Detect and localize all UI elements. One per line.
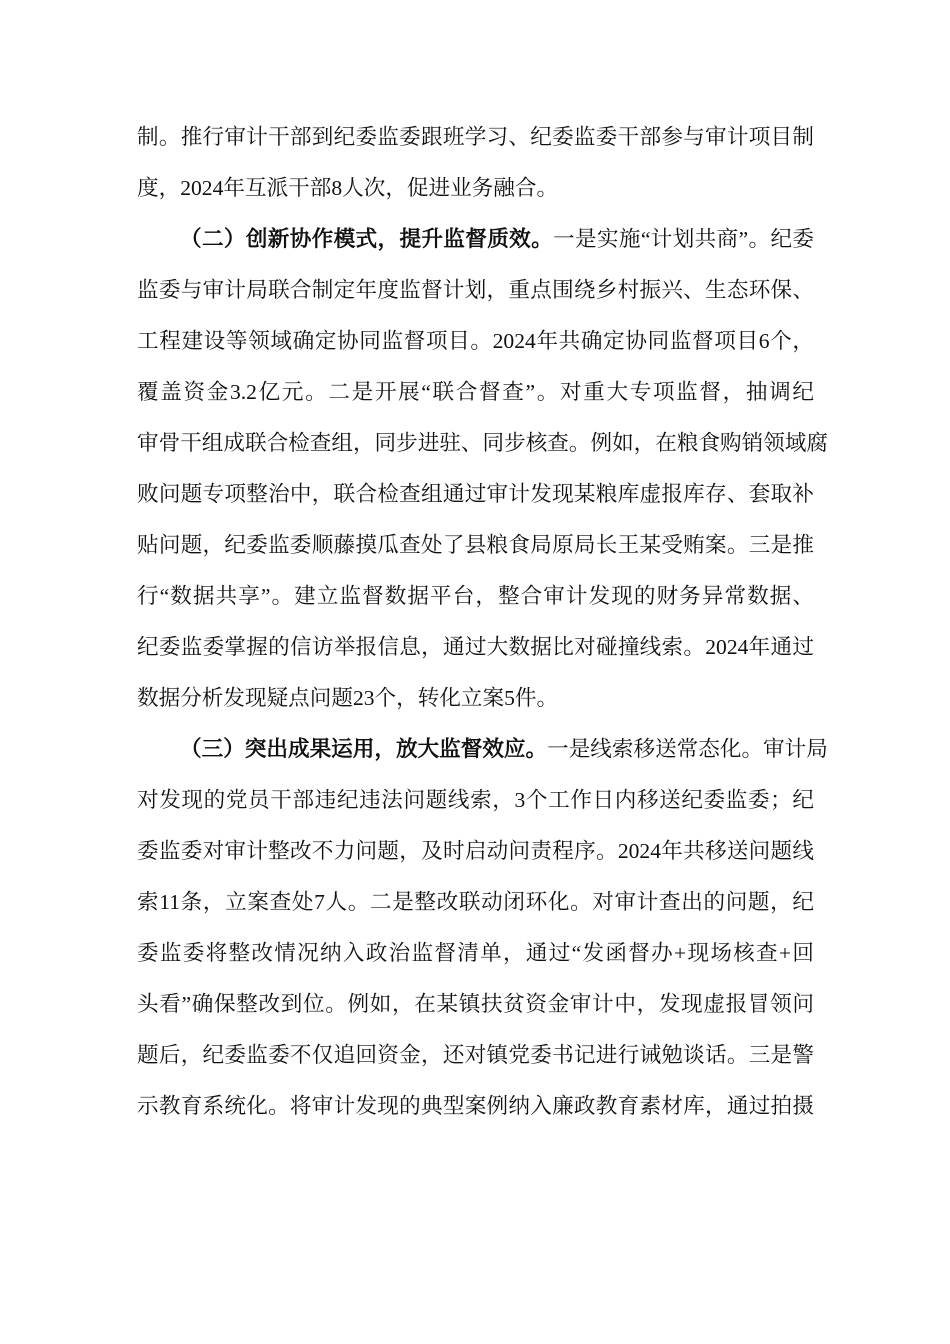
body-text: 头看”确保整改到位。例如，在某镇扶贫资金审计中，发现虚报冒领问 [137,992,814,1016]
text-line [137,571,814,622]
text-line [137,469,814,520]
body-text: 委监委将整改情况纳入政治监督清单，通过“发函督办+现场核查+回 [137,941,814,965]
text-line [137,367,814,418]
text-line [137,418,829,469]
text-line [137,877,814,928]
paragraph [137,214,829,724]
body-text: 一是实施“计划共商”。纪委 [553,227,814,251]
text-line [137,826,814,877]
paragraph [137,724,828,1132]
paragraph [137,112,814,214]
body-text: 题后，纪委监委不仅追回资金，还对镇党委书记进行诫勉谈话。三是警 [137,1043,814,1067]
text-line [137,1081,814,1132]
body-text: 工程建设等领域确定协同监督项目。2024年共确定协同监督项目6个， [137,329,814,353]
text-line [137,1030,814,1081]
text-line [137,265,814,316]
text-line [137,112,814,163]
body-text: 贴问题，纪委监委顺藤摸瓜查处了县粮食局原局长王某受贿案。三是推 [137,533,814,557]
text-line [137,673,814,724]
body-text: 示教育系统化。将审计发现的典型案例纳入廉政教育素材库，通过拍摄 [137,1094,814,1118]
text-line [137,979,814,1030]
document-page [137,112,829,1132]
section-heading: （三）突出成果运用，放大监督效应。 [180,737,548,761]
body-text: 覆盖资金3.2亿元。二是开展“联合督查”。对重大专项监督，抽调纪 [137,380,814,404]
body-text: 度，2024年互派干部8人次，促进业务融合。 [137,176,559,200]
text-line [137,214,814,265]
text-line [137,775,814,826]
body-text: 行“数据共享”。建立监督数据平台，整合审计发现的财务异常数据、 [137,584,814,608]
body-text: 制。推行审计干部到纪委监委跟班学习、纪委监委干部参与审计项目制 [137,125,814,149]
body-text: 一是线索移送常态化。审计局 [547,737,828,761]
text-line [137,316,814,367]
text-line [137,724,828,775]
body-text: 数据分析发现疑点问题23个，转化立案5件。 [137,686,559,710]
body-text: 委监委对审计整改不力问题，及时启动问责程序。2024年共移送问题线 [137,839,814,863]
body-text: 败问题专项整治中，联合检查组通过审计发现某粮库虚报库存、套取补 [137,482,814,506]
text-line [137,928,814,979]
text-line [137,163,814,214]
body-text: 索11条，立案查处7人。二是整改联动闭环化。对审计查出的问题，纪 [137,890,814,914]
text-line [137,622,814,673]
body-text: 审骨干组成联合检查组，同步进驻、同步核查。例如，在粮食购销领域腐 [137,431,829,455]
body-text: 纪委监委掌握的信访举报信息，通过大数据比对碰撞线索。2024年通过 [137,635,814,659]
body-text: 对发现的党员干部违纪违法问题线索，3个工作日内移送纪委监委；纪 [137,788,814,812]
text-line [137,520,814,571]
section-heading: （二）创新协作模式，提升监督质效。 [180,227,554,251]
body-text: 监委与审计局联合制定年度监督计划，重点围绕乡村振兴、生态环保、 [137,278,814,302]
